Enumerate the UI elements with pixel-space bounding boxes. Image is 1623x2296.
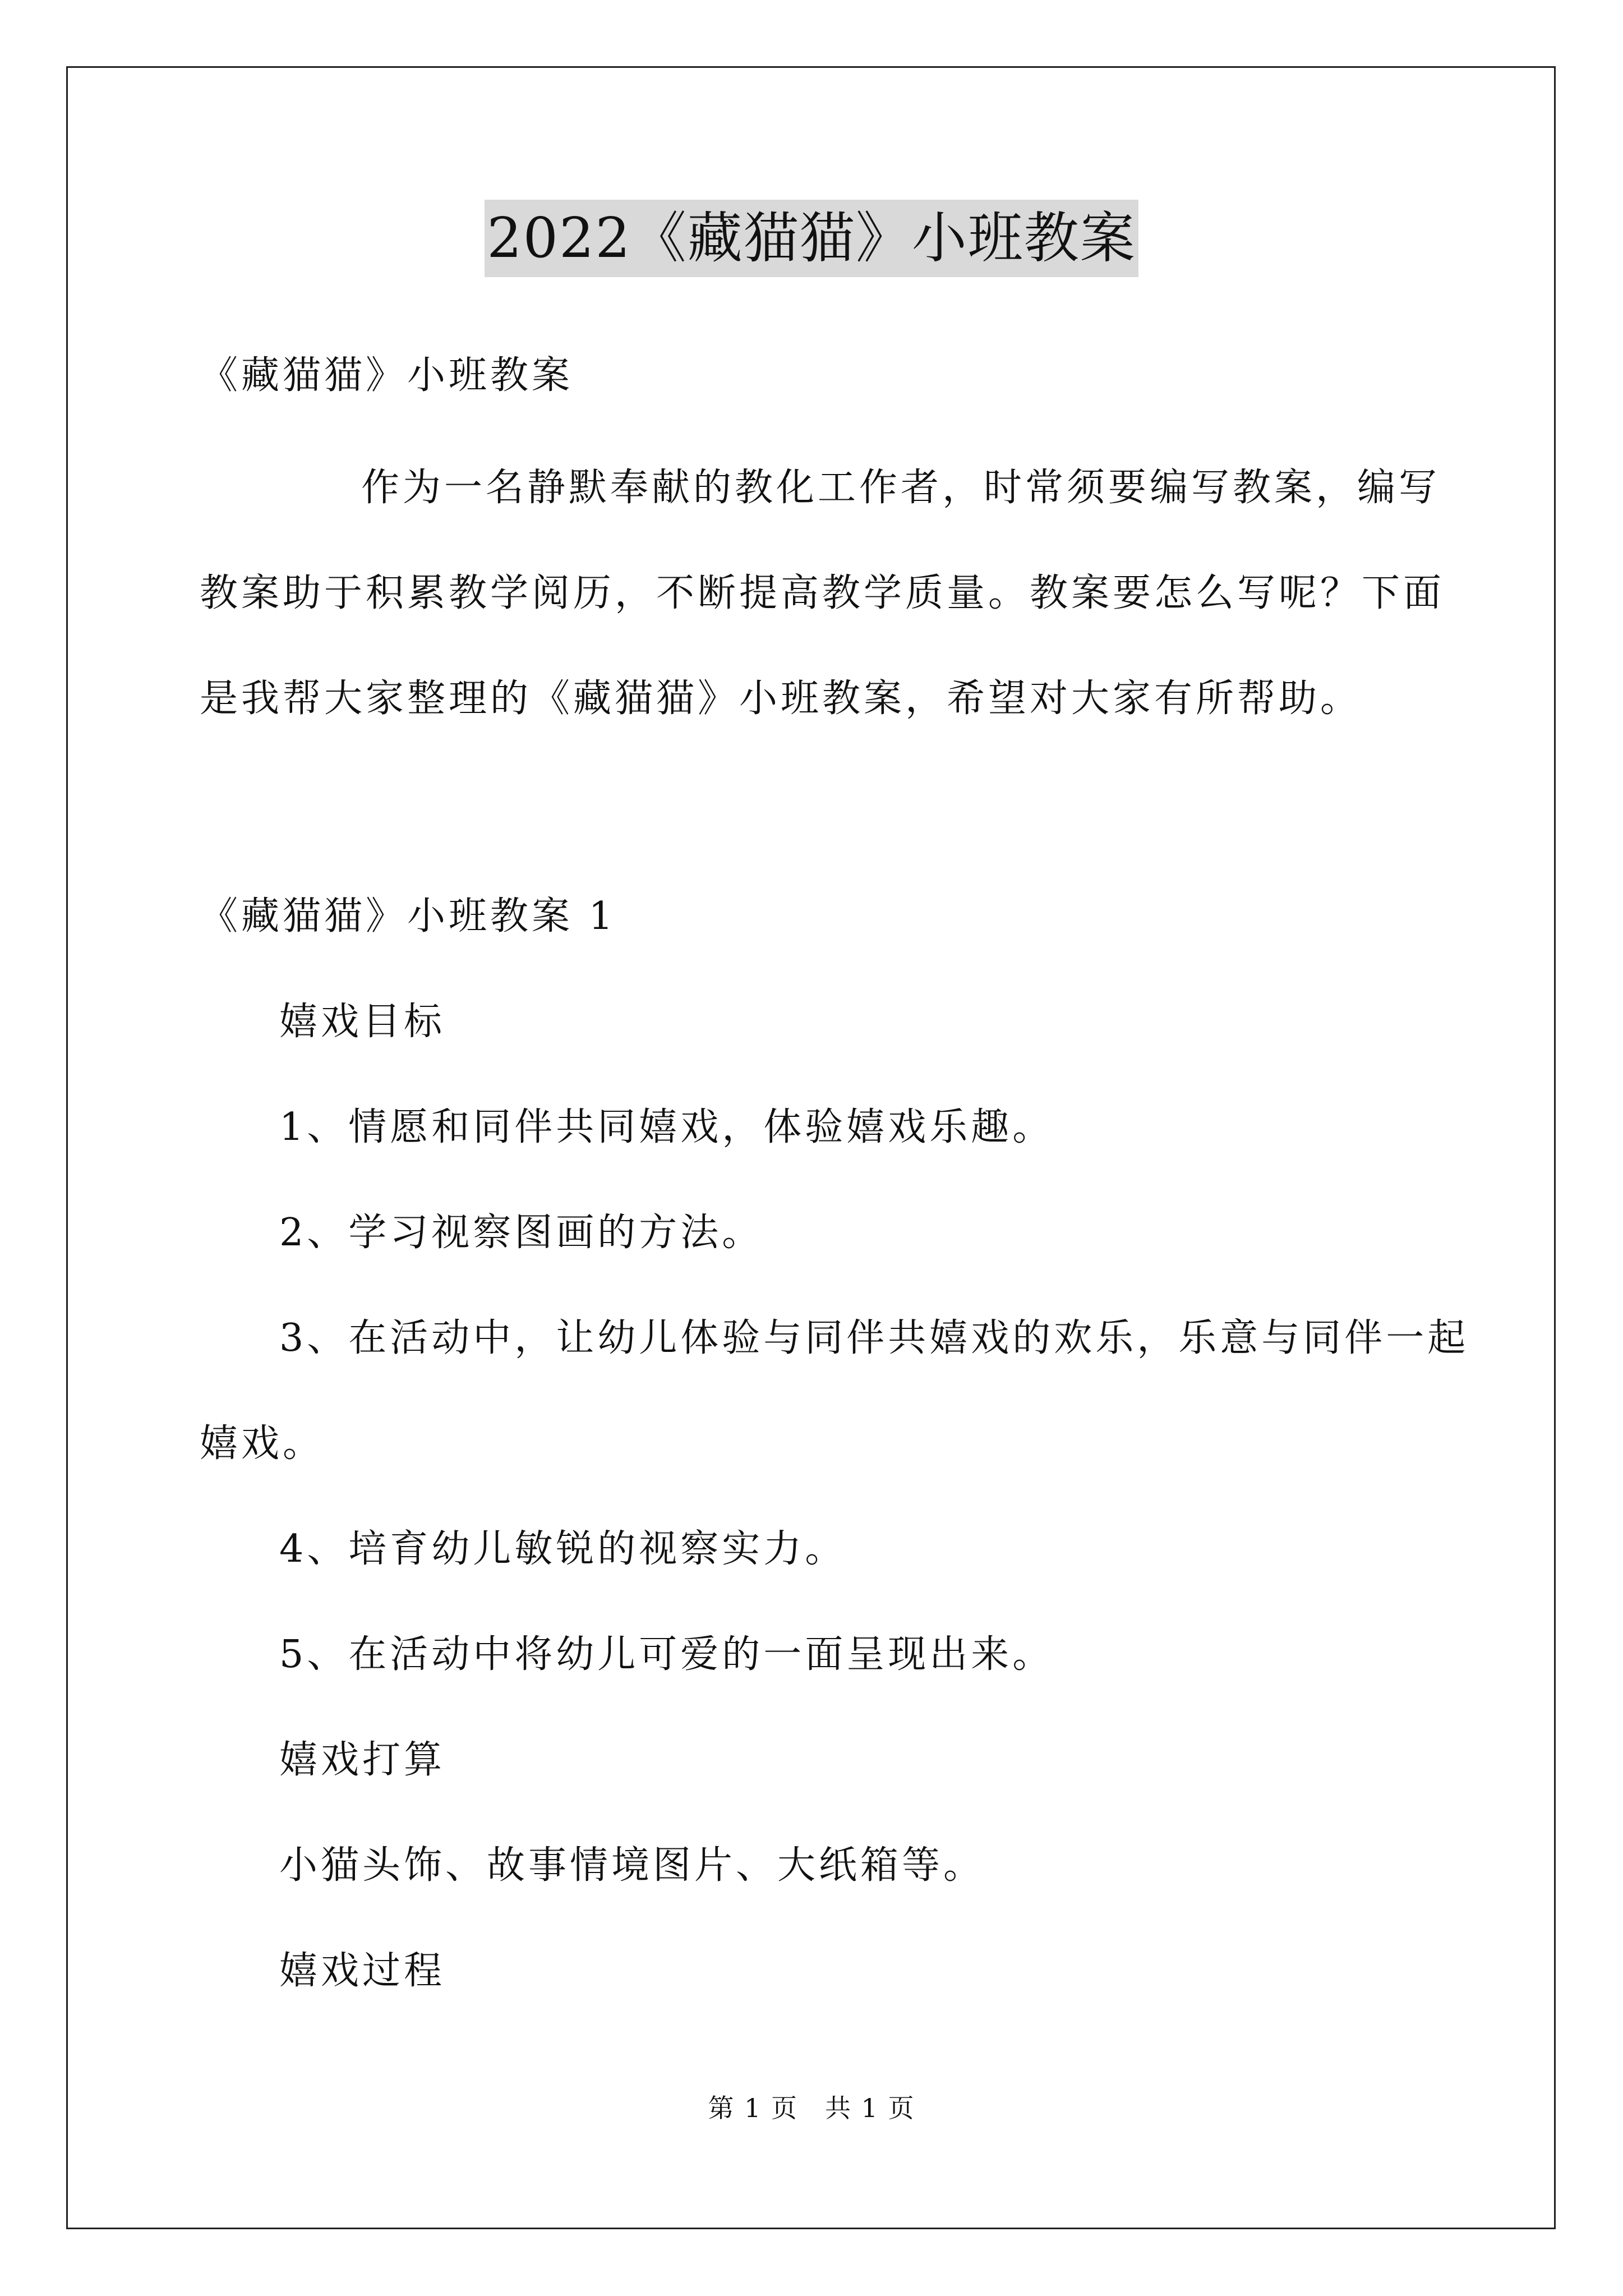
goal-item-3: 3、在活动中，让幼儿体验与同伴共嬉戏的欢乐，乐意与同伴一起 <box>279 1316 1469 1360</box>
process-heading: 嬉戏过程 <box>279 1949 446 1993</box>
goal-item-5: 5、在活动中将幼儿可爱的一面呈现出来。 <box>279 1632 1054 1677</box>
prep-text: 小猫头饰、故事情境图片、大纸箱等。 <box>279 1843 985 1888</box>
intro-line-1: 作为一名静默奉献的教化工作者，时常须要编写教案，编写 <box>361 466 1441 510</box>
section-title: 《藏猫猫》小班教案 1 <box>200 894 616 938</box>
title-container <box>0 200 1623 277</box>
document-subtitle: 《藏猫猫》小班教案 <box>200 353 574 398</box>
intro-line-3: 是我帮大家整理的《藏猫猫》小班教案，希望对大家有所帮助。 <box>200 677 1362 721</box>
prep-heading: 嬉戏打算 <box>279 1738 446 1782</box>
goal-item-2: 2、学习视察图画的方法。 <box>279 1211 764 1255</box>
goal-item-1: 1、情愿和同伴共同嬉戏，体验嬉戏乐趣。 <box>279 1105 1054 1149</box>
goal-item-4: 4、培育幼儿敏锐的视察实力。 <box>279 1527 847 1571</box>
document-title: 2022《藏猫猫》小班教案 <box>485 200 1138 277</box>
goal-item-3-continued: 嬉戏。 <box>200 1421 325 1466</box>
intro-line-2: 教案助于积累教学阅历，不断提高教学质量。教案要怎么写呢？下面 <box>200 571 1445 615</box>
goals-heading: 嬉戏目标 <box>279 1000 446 1044</box>
page-number-footer: 第 1 页 共 1 页 <box>708 2093 915 2123</box>
